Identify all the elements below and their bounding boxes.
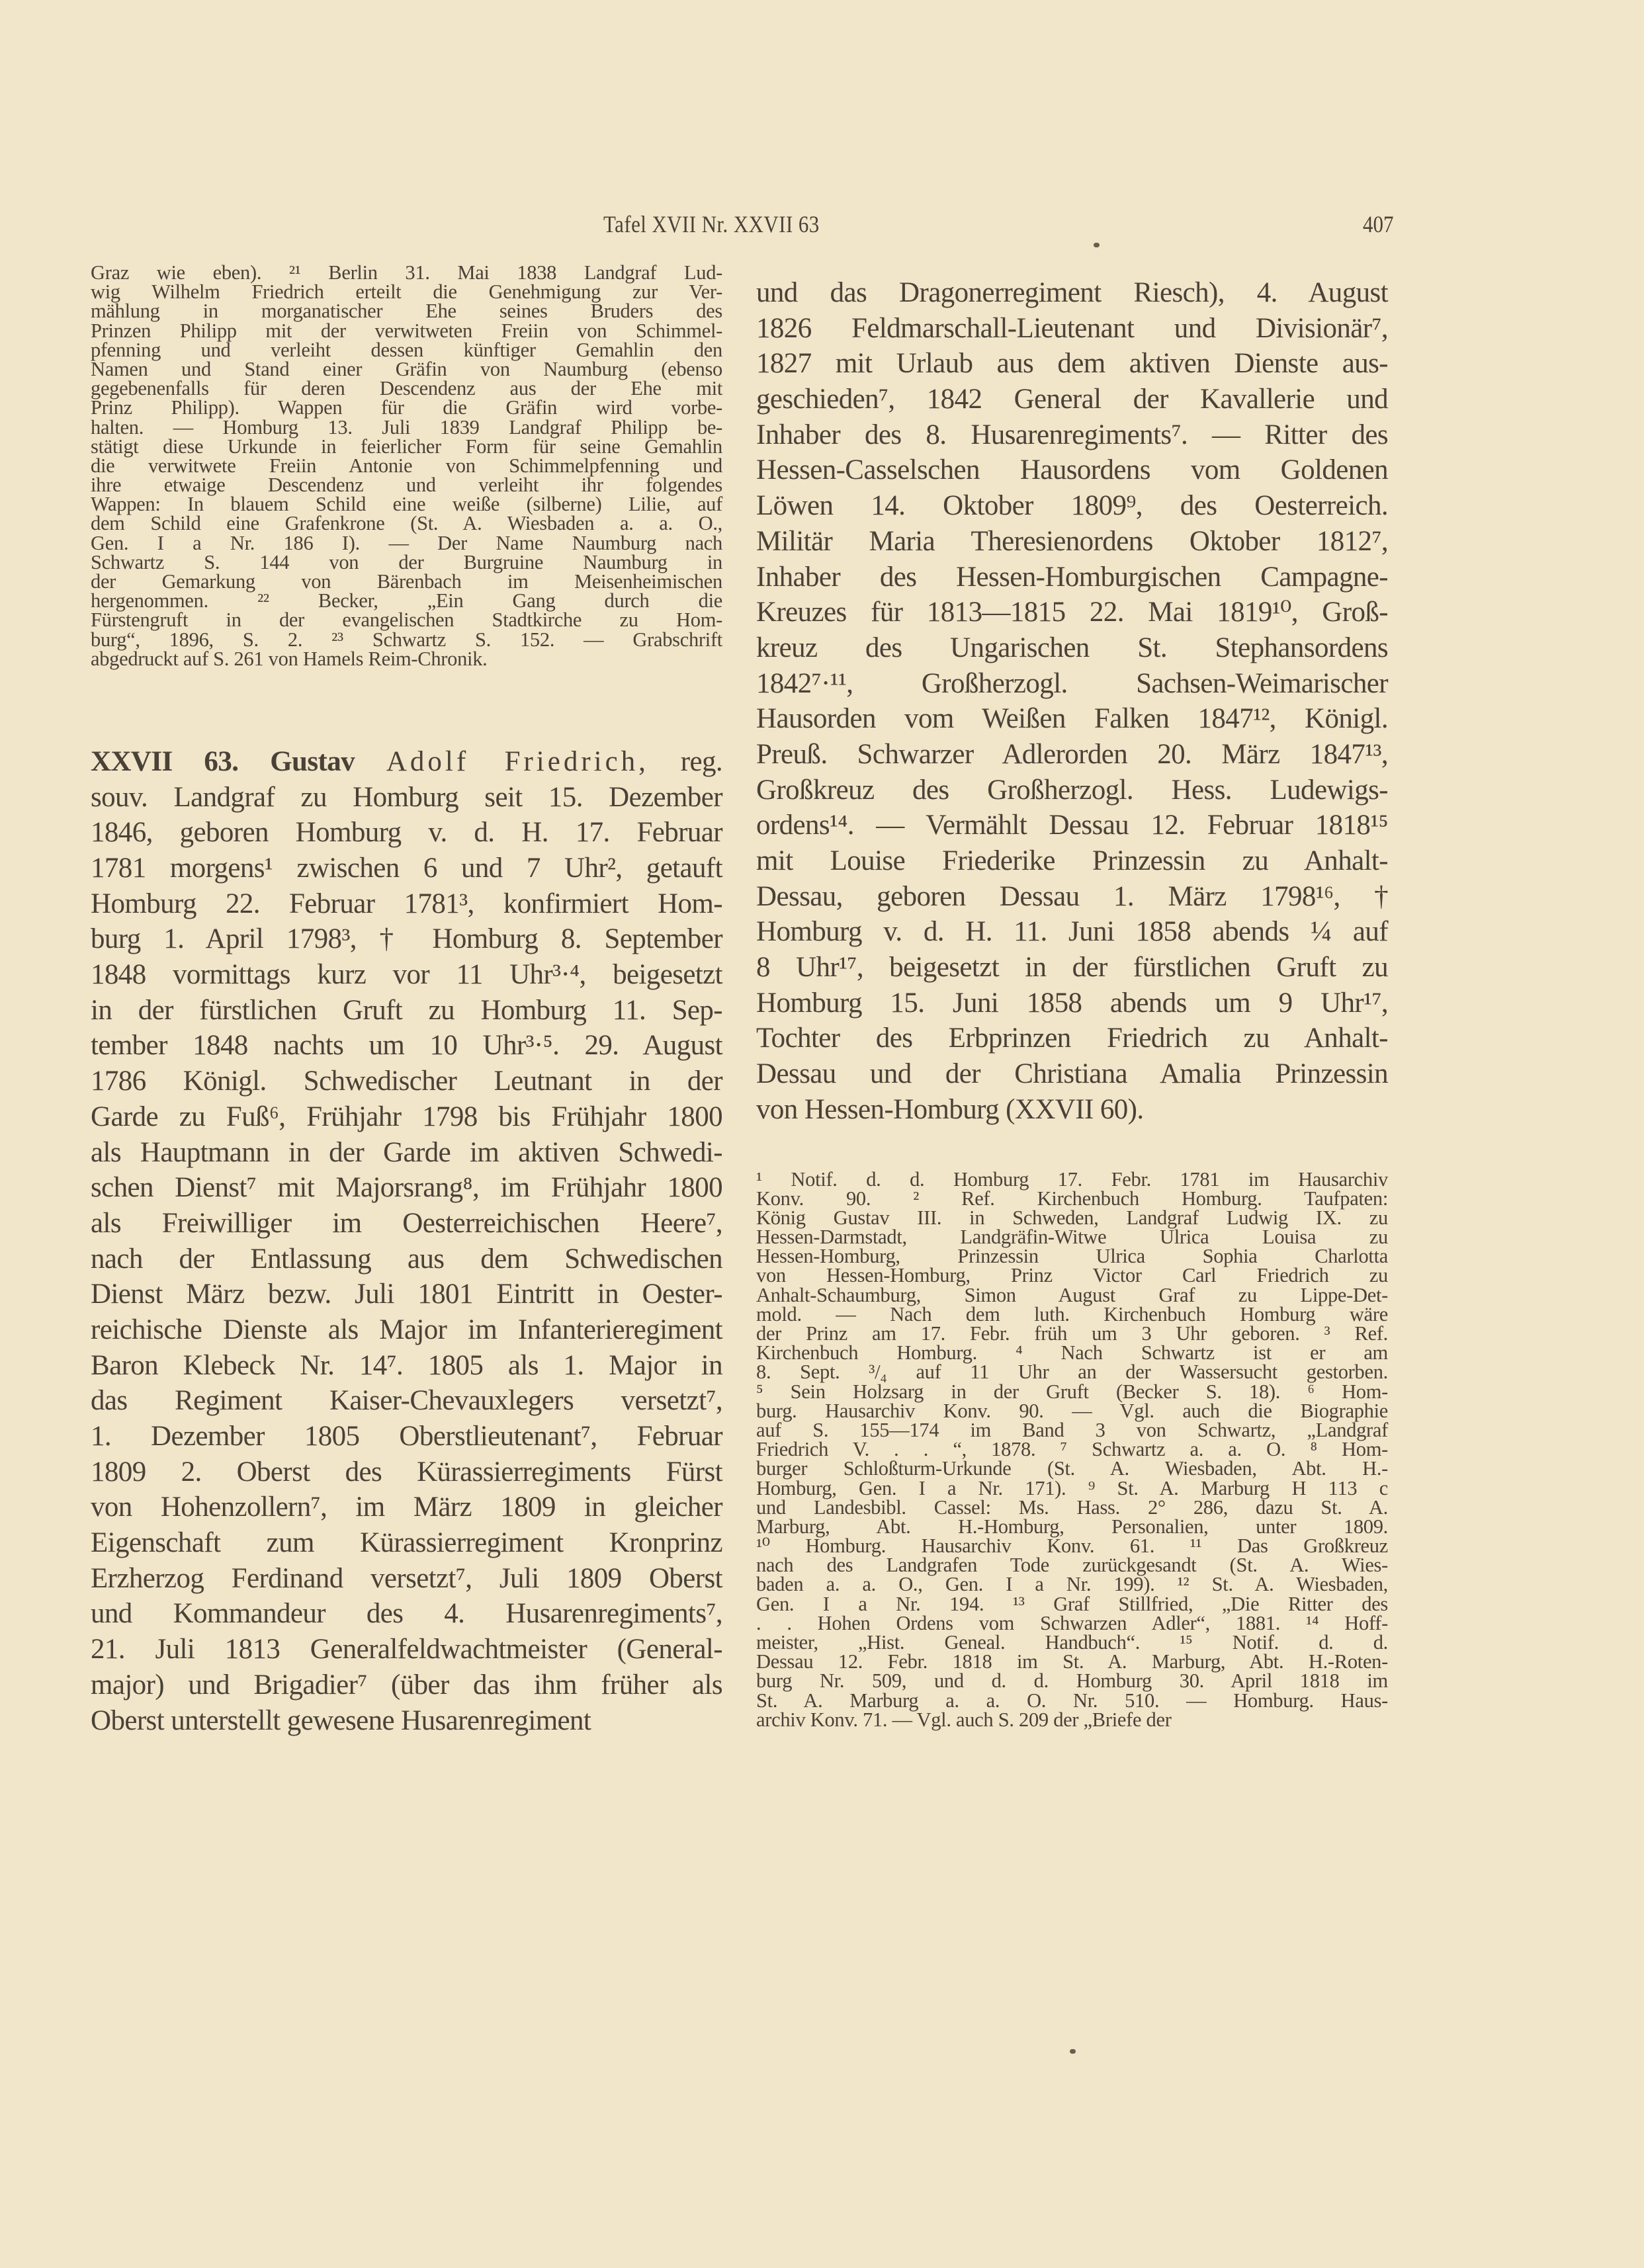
text-line: 1827 mit Urlaub aus dem aktiven Dienste aus- (756, 348, 1388, 380)
text-line: Militär Maria Theresienordens Oktober 1812⁷, (756, 525, 1388, 557)
text-line: Dessau, geboren Dessau 1. März 1798¹⁶, † (756, 880, 1388, 912)
footnote-line: burg. Hausarchiv Konv. 90. — Vgl. auch die Biographie (756, 1399, 1388, 1422)
entry-name-rest: Adolf Friedrich, (386, 745, 649, 777)
text-line: Eigenschaft zum Kürassierregiment Kronprinz (91, 1527, 722, 1559)
text-line: von Hessen-Homburg (XXVII 60). (756, 1093, 1144, 1125)
right-column (756, 275, 1388, 1730)
footnote-line: burg Nr. 509, und d. d. Homburg 30. April 1818 im (756, 1669, 1388, 1693)
text-line: Baron Klebeck Nr. 14⁷. 1805 als 1. Major in (91, 1349, 722, 1381)
footnote-line: von Hessen-Homburg, Prinz Victor Carl Friedrich zu (756, 1264, 1388, 1287)
paper-speck (1094, 243, 1100, 247)
text-line: 1842⁷·¹¹, Großherzogl. Sachsen-Weimarischer (756, 667, 1388, 699)
text-line: tember 1848 nachts um 10 Uhr³·⁵. 29. August (91, 1030, 722, 1062)
footnote-line: Konv. 90. ² Ref. Kirchenbuch Homburg. Taufpaten: (756, 1187, 1388, 1210)
entry-continued (756, 275, 1388, 1128)
footnote-line: halten. — Homburg 13. Juli 1839 Landgraf Philipp be- (91, 415, 722, 439)
footnote-line: . . Hohen Ordens vom Schwarzen Adler“, 1881. ¹⁴ Hoff- (756, 1611, 1388, 1634)
text-line: Oberst unterstellt gewesene Husarenregiment (91, 1704, 591, 1736)
footnote-line: hergenommen. ²² Becker, „Ein Gang durch die (91, 589, 722, 612)
footnote-line: burger Schloßturm-Urkunde (St. A. Wiesbaden, Abt. H.- (756, 1457, 1388, 1480)
footnote-line: Graz wie eben). ²¹ Berlin 31. Mai 1838 Landgraf Lud- (91, 261, 722, 284)
footnote-line: ¹⁰ Homburg. Hausarchiv Konv. 61. ¹¹ Das Großkreuz (756, 1534, 1388, 1558)
footnote-line: dem Schild eine Grafenkrone (St. A. Wiesbaden a. a. O., (91, 512, 722, 535)
text-line: und das Dragonerregiment Riesch), 4. August (756, 277, 1388, 308)
footnote-line: Friedrich V. . . “, 1878. ⁷ Schwartz a. a. O. ⁸ Hom- (756, 1438, 1388, 1461)
footnote-line: gegebenenfalls für deren Descendenz aus der Ehe mit (91, 377, 722, 400)
footnote-line: König Gustav III. in Schweden, Landgraf Ludwig IX. zu (756, 1206, 1388, 1229)
page-number: 407 (1363, 211, 1394, 237)
footnote-line: Wappen: In blauem Schild eine weiße (silberne) Lilie, auf (91, 493, 722, 516)
text-line: 8 Uhr¹⁷, beigesetzt in der fürstlichen Gruft zu (756, 952, 1388, 984)
footnote-line: pfenning und verleiht dessen künftiger Gemahlin den (91, 338, 722, 361)
entry-xxvii-63 (91, 744, 722, 1738)
footnote-line: Dessau 12. Febr. 1818 im St. A. Marburg, Abt. H.-Roten- (756, 1650, 1388, 1673)
text-line: Homburg v. d. H. 11. Juni 1858 abends ¼ auf (756, 916, 1388, 948)
footnote-line: St. A. Marburg a. a. O. Nr. 510. — Homburg. Haus- (756, 1689, 1388, 1712)
text-line: nach der Entlassung aus dem Schwedischen (91, 1243, 722, 1275)
footnote-line: die verwitwete Freiin Antonie von Schimmelpfenning und (91, 454, 722, 477)
text-line: 1781 morgens¹ zwischen 6 und 7 Uhr², getauft (91, 853, 722, 884)
text-line: major) und Brigadier⁷ (über das ihm früher als (91, 1669, 722, 1701)
text-line: souv. Landgraf zu Homburg seit 15. Dezember (91, 781, 722, 813)
footnote-line: Hessen-Darmstadt, Landgräfin-Witwe Ulrica Louisa zu (756, 1226, 1388, 1249)
text-line: kreuz des Ungarischen St. Stephansordens (756, 632, 1388, 663)
text-line: 21. Juli 1813 Generalfeldwachtmeister (General- (91, 1634, 722, 1665)
text-line: das Regiment Kaiser-Chevauxlegers versetzt⁷, (91, 1385, 722, 1417)
footnote-line: ⁵ Sein Holzsarg in der Gruft (Becker S. 18). ⁶ Hom- (756, 1380, 1388, 1403)
text-line: Löwen 14. Oktober 1809⁹, des Oesterreich. (756, 490, 1388, 522)
footnotes-continued (91, 263, 722, 669)
text-line: 1846, geboren Homburg v. d. H. 17. Februar (91, 817, 722, 849)
paper-speck (1070, 2049, 1076, 2054)
footnote-line: und Landesbibl. Cassel: Ms. Hass. 2° 286, dazu St. A. (756, 1495, 1388, 1519)
footnote-line: Schwartz S. 144 von der Burgruine Naumburg in (91, 550, 722, 573)
text-line: 1809 2. Oberst des Kürassierregiments Fürst (91, 1456, 722, 1488)
footnote-line: ihre etwaige Descendenz und verleiht ihr folgendes (91, 474, 722, 497)
text-line: als Freiwilliger im Oesterreichischen Heere⁷, (91, 1207, 722, 1239)
text-line: burg 1. April 1798³, † Homburg 8. September (91, 923, 722, 955)
text-line: Erzherzog Ferdinand versetzt⁷, Juli 1809 Oberst (91, 1562, 722, 1594)
text-line: schen Dienst⁷ mit Majorsrang⁸, im Frühjahr 1800 (91, 1172, 722, 1204)
footnote-line: wig Wilhelm Friedrich erteilt die Genehmigung zur Ver- (91, 280, 722, 304)
left-column (91, 263, 722, 1738)
footnote-line: auf S. 155—174 im Band 3 von Schwartz, „Landgraf (756, 1418, 1388, 1441)
text-line: Homburg 22. Februar 1781³, konfirmiert Hom- (91, 888, 722, 919)
footnote-line: Prinz Philipp). Wappen für die Gräfin wird vorbe- (91, 396, 722, 419)
text-line: Inhaber des Hessen-Homburgischen Campagne- (756, 561, 1388, 593)
running-head: Tafel XVII Nr. XXVII 63 (603, 211, 820, 237)
footnote-line: Marburg, Abt. H.-Homburg, Personalien, unter 1809. (756, 1515, 1388, 1538)
text-line: 1786 Königl. Schwedischer Leutnant in der (91, 1066, 722, 1097)
text-line: als Hauptmann in der Garde im aktiven Schwedi- (91, 1136, 722, 1168)
text-line: Inhaber des 8. Husarenregiments⁷. — Ritter des (756, 419, 1388, 450)
entry-heading-tail: reg. (680, 745, 723, 777)
footnote-line: baden a. a. O., Gen. I a Nr. 199). ¹² St. A. Wiesbaden, (756, 1573, 1388, 1596)
text-line: 1848 vormittags kurz vor 11 Uhr³·⁴, beigesetzt (91, 959, 722, 991)
footnote-line: abgedruckt auf S. 261 von Hamels Reim-Chronik. (91, 647, 488, 670)
text-line: Preuß. Schwarzer Adlerorden 20. März 1847¹³, (756, 738, 1388, 770)
footnote-line: ¹ Notif. d. d. Homburg 17. Febr. 1781 im Hausarchiv (756, 1167, 1388, 1191)
footnote-line: archiv Konv. 71. — Vgl. auch S. 209 der „Briefe der (756, 1708, 1172, 1731)
entry-number: XXVII 63. (91, 745, 239, 777)
footnote-line: Kirchenbuch Homburg. ⁴ Nach Schwartz ist er am (756, 1341, 1388, 1365)
footnote-line: meister, „Hist. Geneal. Handbuch“. ¹⁵ Notif. d. d. (756, 1631, 1388, 1654)
footnote-line: stätigt diese Urkunde in feierlicher Form für seine Gemahlin (91, 435, 722, 458)
text-line: von Hohenzollern⁷, im März 1809 in gleicher (91, 1491, 722, 1523)
footnote-line: nach des Landgrafen Tode zurückgesandt (St. A. Wies- (756, 1554, 1388, 1577)
footnote-line: der Prinz am 17. Febr. früh um 3 Uhr geboren. ³ Ref. (756, 1322, 1388, 1345)
text-line: Großkreuz des Großherzogl. Hess. Ludewigs- (756, 774, 1388, 806)
entry-heading-line (91, 744, 722, 780)
text-line: Kreuzes für 1813—1815 22. Mai 1819¹⁰, Groß- (756, 597, 1388, 628)
footnote-line: Anhalt-Schaumburg, Simon August Graf zu Lippe-Det- (756, 1283, 1388, 1306)
footnote-line: Gen. I a Nr. 186 I). — Der Name Naumburg nach (91, 531, 722, 554)
footnote-line: der Gemarkung von Bärenbach im Meisenheimischen (91, 570, 722, 593)
footnote-line: mold. — Nach dem luth. Kirchenbuch Homburg wäre (756, 1302, 1388, 1325)
text-line: ordens¹⁴. — Vermählt Dessau 12. Februar 1818¹⁵ (756, 810, 1388, 841)
footnote-line: Hessen-Homburg, Prinzessin Ulrica Sophia Charlotta (756, 1245, 1388, 1268)
footnote-line: Namen und Stand einer Gräfin von Naumburg (ebenso (91, 357, 722, 380)
text-line: 1. Dezember 1805 Oberstlieutenant⁷, Februar (91, 1421, 722, 1452)
footnote-line: Gen. I a Nr. 194. ¹³ Graf Stillfried, „Die Ritter des (756, 1592, 1388, 1615)
footnote-line: Homburg, Gen. I a Nr. 171). ⁹ St. A. Marburg H 113 c (756, 1476, 1388, 1499)
footnote-line: Prinzen Philipp mit der verwitweten Freiin von Schimmel- (91, 319, 722, 342)
text-line: Hessen-Casselschen Hausordens vom Goldenen (756, 454, 1388, 486)
entry-name-first: Gustav (270, 745, 355, 777)
text-line: reichische Dienste als Major im Infanterieregiment (91, 1314, 722, 1345)
text-line: mit Louise Friederike Prinzessin zu Anhalt- (756, 845, 1388, 876)
text-line: Garde zu Fuß⁶, Frühjahr 1798 bis Frühjahr 1800 (91, 1101, 722, 1132)
footnote-line: 8. Sept. ³/₄ auf 11 Uhr an der Wassersucht gestorben. (756, 1361, 1388, 1384)
text-line: Dienst März bezw. Juli 1801 Eintritt in Oester- (91, 1279, 722, 1310)
text-line: 1826 Feldmarschall-Lieutenant und Divisionär⁷, (756, 312, 1388, 344)
footnote-line: burg“, 1896, S. 2. ²³ Schwartz S. 152. — Grabschrift (91, 628, 722, 651)
text-line: in der fürstlichen Gruft zu Homburg 11. Sep- (91, 994, 722, 1026)
text-line: Dessau und der Christiana Amalia Prinzessin (756, 1058, 1388, 1090)
text-line: Homburg 15. Juni 1858 abends um 9 Uhr¹⁷, (756, 987, 1388, 1019)
text-line: und Kommandeur des 4. Husarenregiments⁷, (91, 1598, 722, 1630)
footnote-line: mählung in morganatischer Ehe seines Bruders des (91, 300, 722, 323)
footnotes (756, 1167, 1388, 1731)
page-header (0, 210, 1644, 243)
text-line: Hausorden vom Weißen Falken 1847¹², Königl. (756, 703, 1388, 735)
footnote-line: Fürstengruft in der evangelischen Stadtkirche zu Hom- (91, 609, 722, 632)
text-line: Tochter des Erbprinzen Friedrich zu Anhalt- (756, 1023, 1388, 1054)
text-line: geschieden⁷, 1842 General der Kavallerie und (756, 384, 1388, 415)
